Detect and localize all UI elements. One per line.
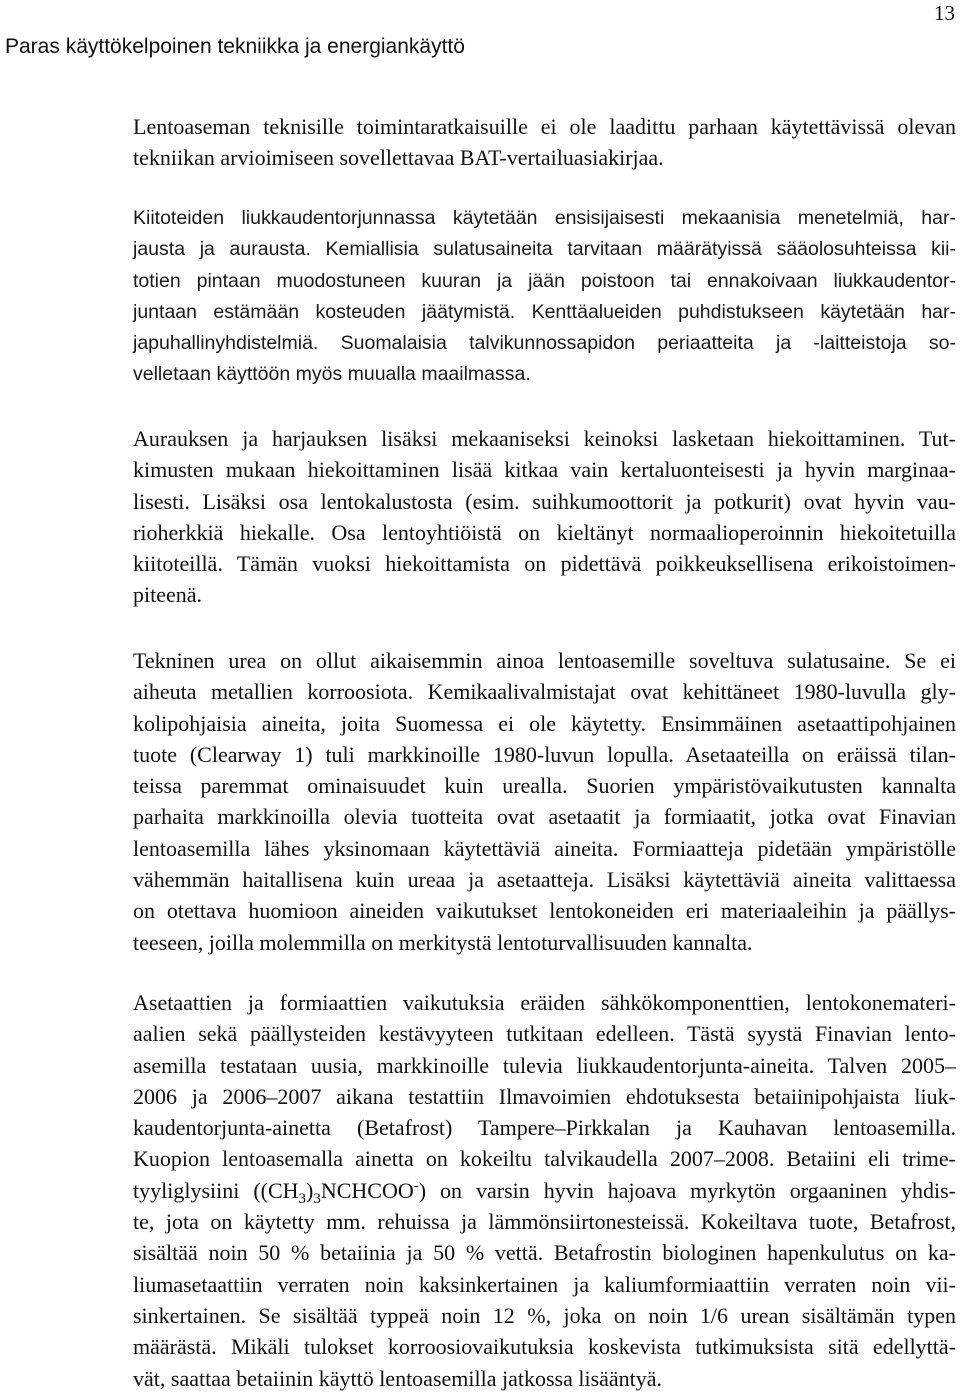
text-line: 2006 ja 2006–2007 aikana testattiin Ilmavoimien ehdotuksesta betaiinipohjaista liuk- [133, 1083, 956, 1109]
text-line: vät, saattaa betaiinin käyttö lentoasemilla jatkossa lisääntyä. [133, 1365, 663, 1391]
text-line: piteenä. [133, 582, 203, 608]
text-line: parhaita markkinoilla olevia tuotteita ovat asetaatit ja formiaatit, jotka ovat Finavian [133, 804, 956, 830]
paragraph [133, 423, 956, 611]
text-line: kiitoteillä. Tämän vuoksi hiekoittamista on pidettävä poikkeuksellisena erikoistoimen- [133, 551, 956, 577]
text-line: kaudentorjunta-ainetta (Betafrost) Tampere–Pirkkalan ja Kauhavan lentoasemilla. [133, 1115, 956, 1141]
text-line: Kuopion lentoasemalla ainetta on kokeiltu talvikaudella 2007–2008. Betaiini eli trime- [133, 1146, 956, 1172]
text-line: tekniikan arvioimiseen sovellettavaa BAT-vertailuasiakirjaa. [133, 145, 664, 171]
page-number: 13 [934, 1, 955, 25]
text-line: Tekninen urea on ollut aikaisemmin ainoa lentoasemille soveltuva sulatusaine. Se ei [133, 648, 956, 673]
text-line: velletaan käyttöön myös muualla maailmassa. [133, 363, 531, 386]
text-line: japuhallinyhdistelmiä. Suomalaisia talvikunnossapidon periaatteita ja -laitteistoja so- [133, 332, 956, 355]
subscript: 3 [313, 1190, 321, 1207]
running-header-title: Paras käyttökelpoinen tekniikka ja energiankäyttö [5, 35, 465, 58]
paragraph [133, 987, 956, 1394]
text-line: te, jota on käytetty mm. rehuissa ja lämmönsiirtonesteissä. Kokeiltava tuote, Betafrost, [133, 1209, 956, 1235]
text-line: lisesti. Lisäksi osa lentokalustosta (esim. suihkumoottorit ja potkurit) ovat hyvin vau- [133, 488, 956, 514]
text-line [133, 1175, 956, 1206]
text-line: liumasetaattiin verraten noin kaksinkertainen ja kaliumformiaattiin verraten noin vii- [133, 1271, 956, 1297]
text-line: Kiitoteiden liukkaudentorjunnassa käytetään ensisijaisesti mekaanisia menetelmiä, har- [133, 207, 956, 229]
paragraph [133, 111, 956, 174]
text-line: vähemmän haitallisena kuin ureaa ja asetaatteja. Lisäksi käytettäviä aineita valittaessa [133, 867, 956, 893]
text-line: aiheuta metallien korroosiota. Kemikaalivalmistajat ovat kehittäneet 1980-luvulla gly- [133, 679, 956, 705]
text-line: aalien sekä päällysteiden kestävyyteen tutkitaan edelleen. Tästä syystä Finavian lento- [133, 1021, 956, 1047]
text-segment: ) on varsin hyvin hajoava myrkytön orgaaninen yhdis- [418, 1177, 956, 1203]
text-line: rioherkkiä hiekalle. Osa lentoyhtiöistä on kieltänyt normaalioperoinnin hiekoitetuilla [133, 519, 956, 545]
text-line: lentoasemilla lähes yksinomaan käytettäviä aineita. Formiaatteja pidetään ympäristölle [133, 835, 956, 861]
text-line: määrästä. Mikäli tulokset korroosiovaikutuksia koskevista tutkimuksista sitä edellyttä- [133, 1334, 956, 1360]
text-segment: ) [306, 1177, 314, 1203]
text-line: Lentoaseman teknisille toimintaratkaisuille ei ole laadittu parhaan käytettävissä olevan [133, 114, 956, 139]
text-segment: tyyliglysiini ((CH [133, 1177, 299, 1203]
text-line: sinkertainen. Se sisältää typpeä noin 12 %, joka on noin 1/6 urean sisältämän typen [133, 1302, 956, 1328]
subscript: 3 [298, 1190, 307, 1207]
text-line: juntaan estämään kosteuden jäätymistä. Kenttäalueiden puhdistukseen käytetään har- [133, 300, 956, 323]
text-line: teeseen, joilla molemmilla on merkitystä lentoturvallisuuden kannalta. [133, 929, 753, 955]
paragraph [133, 645, 956, 958]
text-line: tuote (Clearway 1) tuli markkinoille 1980-luvun lopulla. Asetaateilla on eräissä tilan- [133, 741, 956, 767]
text-line: kimusten mukaan hiekoittaminen lisää kitkaa vain kertaluonteisesti ja hyvin marginaa- [133, 457, 956, 483]
text-line: totien pintaan muodostuneen kuuran ja jään poistoon tai ennakoivaan liukkaudentor- [133, 269, 956, 292]
paragraph [133, 203, 956, 391]
text-line: Aurauksen ja harjauksen lisäksi mekaaniseksi keinoksi lasketaan hiekoittaminen. Tut- [133, 426, 956, 451]
text-line: teissa paremmat ominaisuudet kuin urealla. Suorien ympäristövaikutusten kannalta [133, 773, 956, 799]
text-line: on otettava huomioon aineiden vaikutukset lentokoneiden eri materiaaleihin ja päällys- [133, 898, 956, 924]
text-line: asemilla testataan uusia, markkinoille tulevia liukkaudentorjunta-aineita. Talven 2005– [133, 1052, 956, 1078]
text-line: Asetaattien ja formiaattien vaikutuksia eräiden sähkökomponenttien, lentokonemateri- [133, 990, 956, 1015]
text-line: sisältää noin 50 % betaiinia ja 50 % vettä. Betafrostin biologinen hapenkulutus on ka- [133, 1240, 956, 1266]
text-line: kolipohjaisia aineita, joita Suomessa ei ole käytetty. Ensimmäinen asetaattipohjainen [133, 710, 956, 736]
text-line: jausta ja aurausta. Kemiallisia sulatusaineita tarvitaan määrätyissä sääolosuhteissa kii- [133, 238, 956, 261]
superscript: - [413, 1177, 419, 1194]
text-segment: NCHCOO [320, 1177, 414, 1203]
